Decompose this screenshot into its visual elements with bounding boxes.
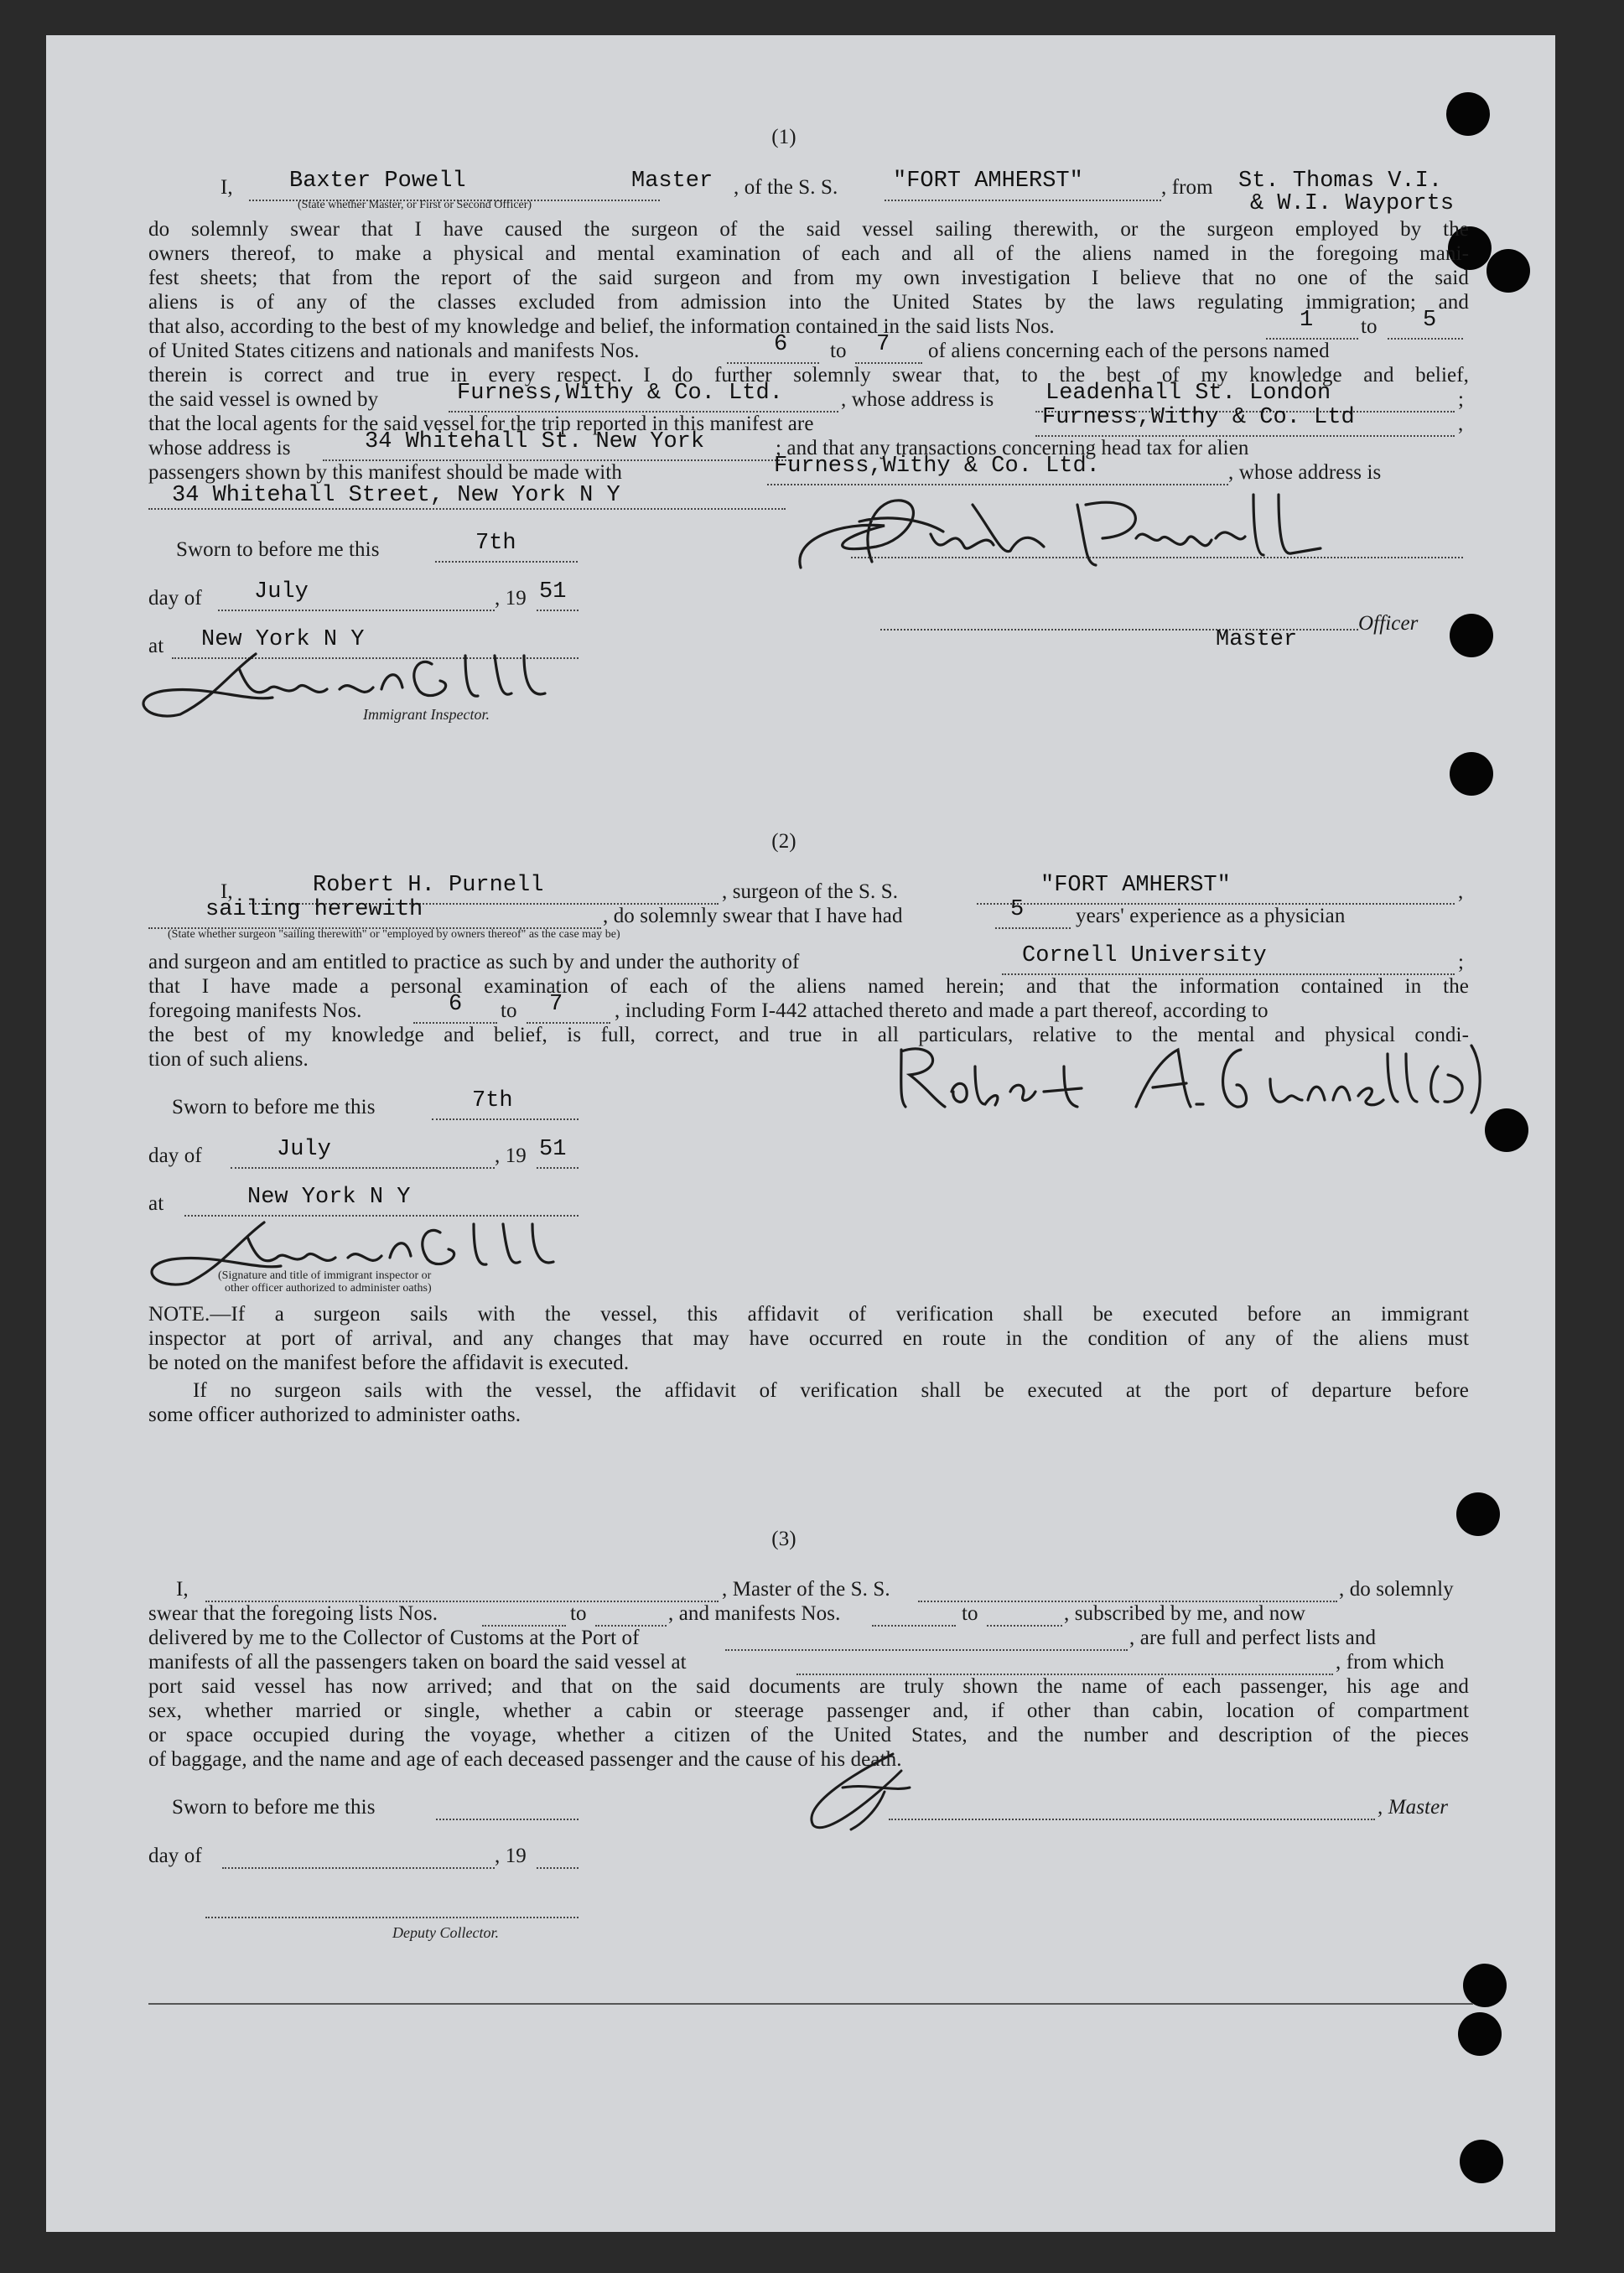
surgeon-of-label: , surgeon of the S. S. bbox=[722, 880, 899, 903]
comma: , bbox=[1458, 880, 1464, 903]
oath-text-line: the said vessel is owned by bbox=[148, 388, 379, 411]
note-text: NOTE.—If a surgeon sails with the vessel, this affidavit of verification shall be executed before an immigrant bbox=[148, 1303, 1469, 1326]
sworn-label: Sworn to before me this bbox=[172, 1796, 376, 1819]
blank-line bbox=[222, 1867, 495, 1869]
lists-from: 1 bbox=[1300, 308, 1314, 333]
bleed-through-mark bbox=[759, 677, 1035, 735]
signature-caption: other officer authorized to administer oaths) bbox=[225, 1282, 432, 1295]
blank-line bbox=[885, 200, 1161, 201]
oath-text-line: that also, according to the best of my knowledge and belief, the information contained in the said lists Nos. bbox=[148, 315, 1055, 338]
signature-caption: (Signature and title of immigrant inspector or bbox=[218, 1269, 432, 1282]
manifest-page bbox=[46, 35, 1555, 2232]
oath-text-line: and surgeon and am entitled to practice as such by and under the authority of bbox=[148, 951, 800, 973]
oath-text-line: do solemnly swear that I have caused the surgeon of the said vessel sailing therewith, or the surgeon employed by the bbox=[148, 218, 1469, 241]
sworn-place: New York N Y bbox=[201, 627, 365, 652]
oath-text-line: , do solemnly bbox=[1339, 1578, 1454, 1601]
oath-text-line: port said vessel has now arrived; and that on the said documents are truly shown the name of each passenger, his age and bbox=[148, 1675, 1469, 1698]
punch-hole bbox=[1487, 249, 1530, 293]
to-label: to bbox=[830, 340, 847, 362]
note-text: inspector at port of arrival, and any changes that may have occurred en route in the condition of any of the aliens must bbox=[148, 1327, 1469, 1350]
to-label: to bbox=[1361, 315, 1378, 338]
oath-text-line: passengers shown by this manifest should be made with bbox=[148, 461, 622, 484]
blank-line bbox=[987, 1625, 1062, 1627]
at-label: at bbox=[148, 1192, 164, 1215]
year-prefix: , 19 bbox=[495, 1144, 527, 1167]
section-number: (3) bbox=[771, 1528, 796, 1550]
oath-text-line: foregoing manifests Nos. bbox=[148, 999, 362, 1022]
sworn-year: 51 bbox=[539, 1137, 567, 1162]
initials-mark bbox=[792, 1746, 943, 1838]
surgeon-manifests-from: 6 bbox=[449, 992, 463, 1017]
blank-line bbox=[872, 1625, 956, 1627]
oath-text-line: years' experience as a physician bbox=[1076, 905, 1346, 927]
to-label: to bbox=[962, 1602, 978, 1625]
ship-label: , of the S. S. bbox=[734, 176, 838, 199]
lists-to: 5 bbox=[1423, 308, 1437, 333]
blank-line bbox=[537, 1167, 579, 1169]
note-text: If no surgeon sails with the vessel, the affidavit of verification shall be executed at the port of departure before bbox=[193, 1379, 1469, 1402]
oath-text-line: owners thereof, to make a physical and mental examination of each and all of the aliens named in the foregoing mani- bbox=[148, 242, 1469, 265]
master-caption: , Master bbox=[1378, 1796, 1449, 1819]
from-label: , from bbox=[1161, 176, 1213, 199]
oath-text-line: of aliens concerning each of the persons named bbox=[928, 340, 1330, 362]
sworn-month: July bbox=[254, 579, 309, 605]
blank-line bbox=[436, 1819, 579, 1820]
oath-text-line: sex, whether married or single, whether a cabin or steerage passenger and, if other than cabin, location of compartment bbox=[148, 1700, 1469, 1722]
oath-text-line: that I have made a personal examination of each of the aliens named herein; and that the information contained in the bbox=[148, 975, 1469, 998]
day-of-label: day of bbox=[148, 1845, 202, 1867]
punch-hole bbox=[1450, 614, 1493, 657]
sworn-label: Sworn to before me this bbox=[176, 538, 380, 561]
sworn-year: 51 bbox=[539, 579, 567, 605]
oath-text-line: , from which bbox=[1336, 1651, 1445, 1674]
year-prefix: , 19 bbox=[495, 1845, 527, 1867]
blank-line bbox=[889, 1819, 1375, 1820]
oath-text-line: , whose address is bbox=[1228, 461, 1382, 484]
manifests-to: 7 bbox=[876, 332, 890, 357]
oath-text-line: , whose address is bbox=[841, 388, 994, 411]
oath-text-line: , Master of the S. S. bbox=[722, 1578, 890, 1601]
oath-text-line: or space occupied during the voyage, whether a citizen of the United States, and the number and description of the pieces bbox=[148, 1724, 1469, 1746]
blank-line bbox=[435, 561, 578, 563]
master-rank: Master bbox=[631, 169, 713, 194]
sworn-month: July bbox=[277, 1137, 331, 1162]
sworn-day: 7th bbox=[472, 1088, 513, 1113]
punch-hole bbox=[1460, 2140, 1503, 2183]
oath-text-line: , subscribed by me, and now bbox=[1064, 1602, 1306, 1625]
oath-text-line: I, bbox=[176, 1578, 189, 1601]
inspector-caption: Immigrant Inspector. bbox=[363, 706, 490, 723]
surgeon-caption: (State whether surgeon "sailing therewith" or "employed by owners thereof" as the case may be) bbox=[168, 928, 620, 941]
officer-title: Master bbox=[1216, 627, 1298, 652]
to-label: to bbox=[501, 999, 517, 1022]
section-number: (2) bbox=[771, 830, 796, 853]
oath-text-line: of United States citizens and nationals and manifests Nos. bbox=[148, 340, 640, 362]
surgeon-years: 5 bbox=[1010, 897, 1025, 922]
oath-text-line: that the local agents for the said vessel for the trip reported in this manifest are bbox=[148, 413, 814, 435]
head-tax-party: Furness,Withy & Co. Ltd. bbox=[774, 454, 1100, 479]
blank-line bbox=[767, 484, 1228, 485]
oath-text-line: , do solemnly swear that I have had bbox=[603, 905, 903, 927]
head-tax-address: 34 Whitehall Street, New York N Y bbox=[172, 483, 620, 508]
day-of-label: day of bbox=[148, 1144, 202, 1167]
blank-line bbox=[537, 1867, 579, 1869]
punch-hole bbox=[1458, 2012, 1502, 2056]
oath-text-line: the best of my knowledge and belief, is full, correct, and true in all particulars, relative to the mental and physical condi- bbox=[148, 1024, 1469, 1046]
oath-text-line: tion of such aliens. bbox=[148, 1048, 309, 1071]
day-of-label: day of bbox=[148, 587, 202, 610]
blank-line bbox=[205, 1917, 579, 1918]
manifests-from: 6 bbox=[774, 332, 788, 357]
blank-line bbox=[148, 508, 786, 510]
oath-text-line: manifests of all the passengers taken on board the said vessel at bbox=[148, 1651, 687, 1674]
oath-intro-label: I, bbox=[221, 176, 233, 199]
collector-caption: Deputy Collector. bbox=[392, 1924, 499, 1941]
master-name: Baxter Powell bbox=[289, 169, 466, 194]
blank-line bbox=[218, 610, 495, 611]
blank-line bbox=[1388, 338, 1463, 340]
sworn-label: Sworn to before me this bbox=[172, 1096, 376, 1118]
surgeon-intro-label: I, bbox=[221, 880, 233, 903]
surgeon-authority: Cornell University bbox=[1022, 943, 1267, 968]
surgeon-ship: "FORT AMHERST" bbox=[1040, 873, 1231, 898]
oath-text-line: therein is correct and true in every respect. I do further solemnly swear that, to the best of my knowledge and belief, bbox=[148, 364, 1469, 387]
surgeon-sailing: sailing herewith bbox=[205, 897, 423, 922]
punch-hole bbox=[1450, 752, 1493, 796]
rank-caption: (State whether Master, or First or Second Officer) bbox=[298, 199, 532, 211]
oath-text-line: , and manifests Nos. bbox=[668, 1602, 841, 1625]
oath-text-line: , including Form I-442 attached thereto and made a part thereof, according to bbox=[615, 999, 1269, 1022]
blank-line bbox=[432, 1118, 579, 1120]
bottom-rule bbox=[148, 2003, 1473, 2005]
oath-text-line: ; bbox=[1458, 388, 1465, 411]
at-label: at bbox=[148, 635, 164, 657]
surgeon-manifests-to: 7 bbox=[549, 992, 563, 1017]
blank-line bbox=[995, 927, 1071, 929]
vessel-owner: Furness,Withy & Co. Ltd. bbox=[457, 381, 783, 406]
section-number: (1) bbox=[771, 126, 796, 148]
oath-text-line: aliens is of any of the classes excluded from admission into the United States by the laws regulating immigration; and bbox=[148, 291, 1469, 314]
year-prefix: , 19 bbox=[495, 587, 527, 610]
blank-line bbox=[231, 1167, 495, 1169]
sworn-place: New York N Y bbox=[247, 1185, 411, 1210]
blank-line bbox=[725, 1649, 1128, 1651]
oath-text-line: , bbox=[1458, 413, 1464, 435]
punch-hole bbox=[1463, 1964, 1507, 2007]
from-place-2: & W.I. Wayports bbox=[1250, 191, 1455, 216]
officer-label: Officer bbox=[1358, 612, 1419, 635]
blank-line bbox=[537, 610, 579, 611]
ship-name: "FORT AMHERST" bbox=[893, 169, 1083, 194]
oath-text-line: delivered by me to the Collector of Customs at the Port of bbox=[148, 1627, 640, 1649]
oath-text-line: ; and that any transactions concerning head tax for alien bbox=[776, 437, 1249, 459]
oath-text-line: whose address is bbox=[148, 437, 291, 459]
surgeon-name: Robert H. Purnell bbox=[313, 873, 544, 898]
from-place: St. Thomas V.I. bbox=[1238, 169, 1443, 194]
master-signature bbox=[784, 488, 1329, 589]
oath-text-line: swear that the foregoing lists Nos. bbox=[148, 1602, 438, 1625]
surgeon-signature bbox=[885, 1033, 1488, 1125]
owner-address: Leadenhall St. London bbox=[1045, 381, 1331, 406]
local-agents: Furness,Withy & Co. Ltd bbox=[1042, 405, 1355, 430]
sworn-day: 7th bbox=[475, 531, 516, 556]
to-label: to bbox=[570, 1602, 587, 1625]
oath-text-line: fest sheets; that from the report of the said surgeon and from my own investigation I believe that no one of the said bbox=[148, 267, 1469, 289]
blank-line bbox=[851, 557, 1463, 558]
oath-text-line: of baggage, and the name and age of each deceased passenger and the cause of his death. bbox=[148, 1748, 902, 1771]
note-text: be noted on the manifest before the affidavit is executed. bbox=[148, 1352, 630, 1374]
agents-address: 34 Whitehall St. New York bbox=[365, 429, 705, 454]
note-text: some officer authorized to administer oaths. bbox=[148, 1404, 521, 1426]
oath-text-line: , are full and perfect lists and bbox=[1129, 1627, 1377, 1649]
oath-text-line: ; bbox=[1458, 951, 1465, 973]
punch-hole bbox=[1485, 1108, 1528, 1152]
